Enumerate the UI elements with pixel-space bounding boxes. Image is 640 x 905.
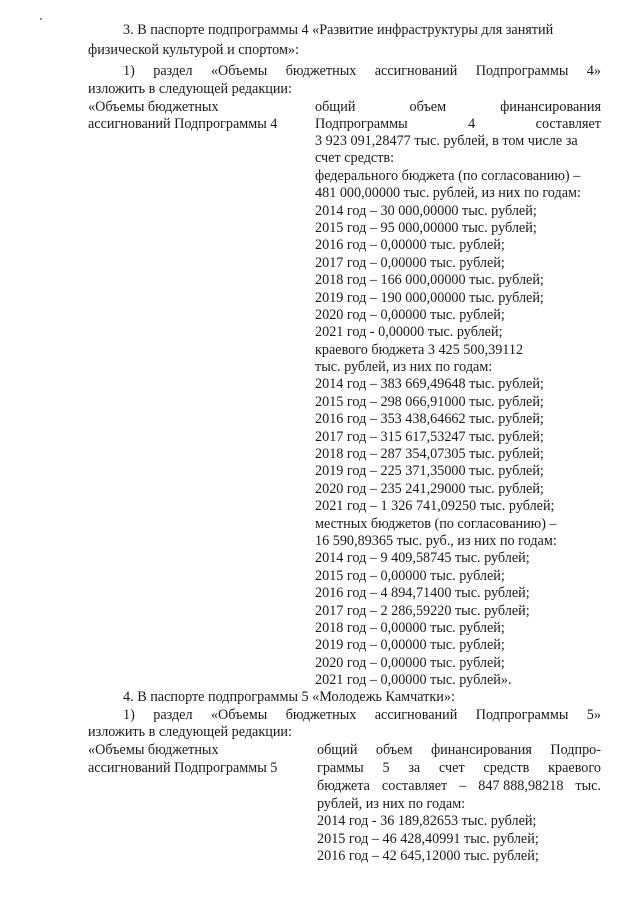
justified-word: бюджета <box>317 778 370 794</box>
justified-word: объем <box>375 742 413 758</box>
justified-word: раздел <box>153 707 193 723</box>
funding-line: местных бюджетов (по согласованию) – <box>315 515 557 532</box>
section3-right-line1 <box>315 99 601 116</box>
funding-line: тыс. рублей, из них по годам: <box>315 359 493 376</box>
justified-word: ассигнований <box>374 63 458 79</box>
section3-heading-line2: физической культурой и спортом»: <box>88 42 299 58</box>
section4-heading: 4. В паспорте подпрограммы 5 «Молодежь Камчатки»: <box>123 689 455 705</box>
justified-word: краевого <box>548 760 601 776</box>
funding-line: федерального бюджета (по согласованию) – <box>315 167 581 184</box>
funding-line: 2014 год - 36 189,82653 тыс. рублей; <box>317 813 537 830</box>
justified-word: 847 888,98218 <box>478 778 564 794</box>
funding-line: 2014 год – 30 000,00000 тыс. рублей; <box>315 202 537 219</box>
justified-word: раздел <box>153 63 193 79</box>
section3-left-label-line1: «Объемы бюджетных <box>88 99 219 115</box>
funding-line: 2016 год – 4 894,71400 тыс. рублей; <box>315 585 530 602</box>
section3-right-line2 <box>315 116 601 133</box>
justified-word: составляет <box>381 778 448 794</box>
justified-word: – <box>459 778 467 794</box>
justified-word: общий <box>317 742 358 758</box>
funding-line: 2016 год – 353 438,64662 тыс. рублей; <box>315 411 544 428</box>
justified-word: тыс. <box>575 778 601 794</box>
funding-line: 2020 год – 235 241,29000 тыс. рублей; <box>315 480 544 497</box>
justified-word: 1) <box>123 63 135 79</box>
funding-line: 16 590,89365 тыс. руб., из них по годам: <box>315 532 557 549</box>
justified-word: 4 <box>468 116 476 132</box>
justified-word: 5» <box>586 707 601 723</box>
funding-line: 2021 год - 0,00000 тыс. рублей; <box>315 324 503 341</box>
funding-line: 2016 год – 42 645,12000 тыс. рублей; <box>317 848 539 865</box>
section4-item-line1 <box>123 707 601 724</box>
section3-left-label-line2: ассигнований Подпрограммы 4 <box>88 116 278 132</box>
justified-word: бюджетных <box>285 63 357 79</box>
funding-line: 2020 год – 0,00000 тыс. рублей; <box>315 654 505 671</box>
section4-left-label-line2: ассигнований Подпрограммы 5 <box>88 760 278 776</box>
justified-word: 4» <box>586 63 601 79</box>
justified-word: бюджетных <box>285 707 357 723</box>
funding-line: 2021 год – 0,00000 тыс. рублей». <box>315 672 512 689</box>
section3-item-line2: изложить в следующей редакции: <box>88 81 292 97</box>
funding-line: рублей, из них по годам: <box>317 796 466 812</box>
funding-line: 3 923 091,28477 тыс. рублей, в том числе за <box>315 133 578 149</box>
funding-line: счет средств: <box>315 150 395 167</box>
section4-item-line2: изложить в следующей редакции: <box>88 724 292 740</box>
section4-funding-list <box>317 796 601 866</box>
funding-line: 2018 год – 0,00000 тыс. рублей; <box>315 619 505 636</box>
justified-word: 5 <box>382 760 390 776</box>
justified-word: Подпрограммы <box>315 116 408 132</box>
funding-line: 481 000,00000 тыс. рублей, из них по годам: <box>315 185 581 202</box>
justified-word: финансирования <box>500 99 601 115</box>
funding-line: 2015 год – 298 066,91000 тыс. рублей; <box>315 393 544 410</box>
justified-word: граммы <box>317 760 364 776</box>
funding-line: 2014 год – 9 409,58745 тыс. рублей; <box>315 550 530 567</box>
funding-line: 2019 год – 0,00000 тыс. рублей; <box>315 637 505 654</box>
funding-line: 2020 год – 0,00000 тыс. рублей; <box>315 306 505 323</box>
justified-word: составляет <box>535 116 601 132</box>
funding-line: 2019 год – 190 000,00000 тыс. рублей; <box>315 289 544 306</box>
justified-word: Подпрограммы <box>475 707 569 723</box>
funding-line: 2018 год – 166 000,00000 тыс. рублей; <box>315 272 544 289</box>
funding-line: 2017 год – 315 617,53247 тыс. рублей; <box>315 428 544 445</box>
justified-word: «Объемы <box>210 63 268 79</box>
funding-line: 2017 год – 2 286,59220 тыс. рублей; <box>315 602 530 619</box>
funding-line: 2019 год – 225 371,35000 тыс. рублей; <box>315 463 544 480</box>
section4-right-line2 <box>317 760 601 777</box>
justified-word: ассигнований <box>374 707 458 723</box>
justified-word: общий <box>315 99 356 115</box>
funding-line: 2015 год – 95 000,00000 тыс. рублей; <box>315 219 537 236</box>
justified-word: объем <box>409 99 447 115</box>
section3-funding-list <box>315 133 601 690</box>
section3-item-line1 <box>123 63 601 80</box>
section4-left-label-line1: «Объемы бюджетных <box>88 742 219 758</box>
funding-line: 2021 год – 1 326 741,09250 тыс. рублей; <box>315 498 555 515</box>
justified-word: Подпро- <box>550 742 601 758</box>
funding-line: 2015 год – 0,00000 тыс. рублей; <box>315 567 505 584</box>
justified-word: счет <box>439 760 465 776</box>
justified-word: 1) <box>123 707 135 723</box>
funding-line: 2016 год – 0,00000 тыс. рублей; <box>315 237 505 254</box>
section3-heading-line1: 3. В паспорте подпрограммы 4 «Развитие инфраструктуры для занятий <box>123 22 554 38</box>
justified-word: «Объемы <box>210 707 268 723</box>
justified-word: финансирования <box>430 742 532 758</box>
justified-word: средств <box>483 760 530 776</box>
funding-line: 2017 год – 0,00000 тыс. рублей; <box>315 254 505 271</box>
funding-line: 2018 год – 287 354,07305 тыс. рублей; <box>315 446 544 463</box>
funding-line: 2014 год – 383 669,49648 тыс. рублей; <box>315 376 544 393</box>
scan-speck <box>40 18 42 20</box>
section4-right-line1 <box>317 742 601 759</box>
funding-line: краевого бюджета 3 425 500,39112 <box>315 341 524 358</box>
section4-right-line3 <box>317 778 601 795</box>
funding-line: 2015 год – 46 428,40991 тыс. рублей; <box>317 830 539 847</box>
justified-word: за <box>408 760 421 776</box>
justified-word: Подпрограммы <box>475 63 569 79</box>
